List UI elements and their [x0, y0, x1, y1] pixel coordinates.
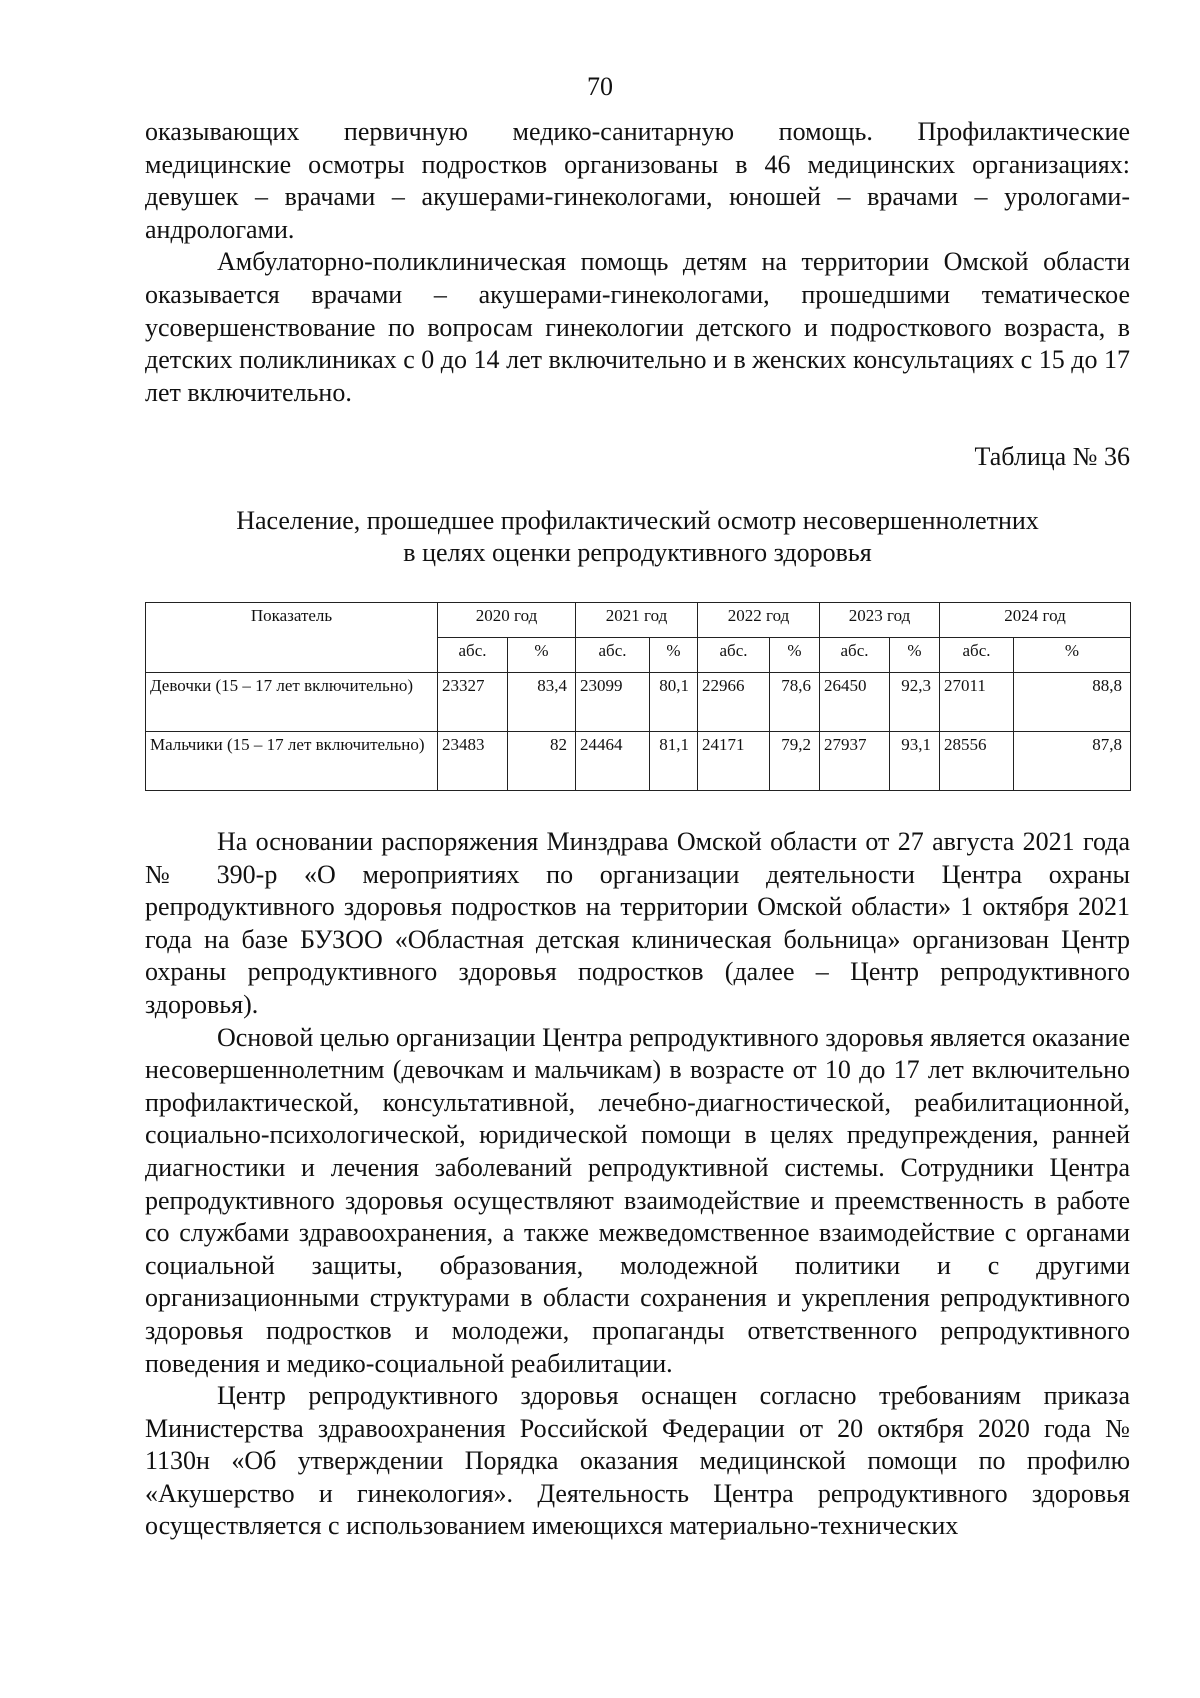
- abs-cell: 22966: [698, 673, 770, 732]
- year-header: 2022 год: [698, 603, 820, 638]
- abs-cell: 23483: [438, 732, 508, 791]
- row-label: Мальчики (15 – 17 лет включительно): [146, 732, 438, 791]
- intro-paragraph-1: оказывающих первичную медико-санитарную помощь. Профилактические медицинские осмотры подростков организованы в 46 медицинских организациях: девушек – врачами – акушерами-гинекологами, юношей – врачами – урологами-андрологами.: [145, 117, 1130, 244]
- intro-paragraph-2: Амбулаторно-поликлиническая помощь детям на территории Омской области оказывается врачами – акушерами-гинекологами, прошедшими тематическое усовершенствование по вопросам гинекологии детского и подросткового возраста, в детских поликлиниках с 0 до 14 лет включительно и в женских консультациях с 15 до 17 лет включительно.: [145, 247, 1130, 407]
- pct-header: %: [890, 638, 940, 673]
- intro-text: [145, 116, 1130, 409]
- pct-header: %: [650, 638, 698, 673]
- screening-table: [145, 602, 1131, 791]
- abs-cell: 27937: [820, 732, 890, 791]
- pct-cell: 79,2: [770, 732, 820, 791]
- abs-header: абс.: [438, 638, 508, 673]
- pct-cell: 88,8: [1014, 673, 1131, 732]
- year-header: 2020 год: [438, 603, 576, 638]
- abs-header: абс.: [698, 638, 770, 673]
- abs-cell: 28556: [940, 732, 1014, 791]
- indicator-header: Показатель: [146, 603, 438, 673]
- pct-cell: 78,6: [770, 673, 820, 732]
- pct-cell: 81,1: [650, 732, 698, 791]
- table-row-girls: [146, 673, 1131, 732]
- abs-header: абс.: [820, 638, 890, 673]
- table-number: Таблица № 36: [974, 442, 1130, 471]
- body-paragraph-3: Центр репродуктивного здоровья оснащен согласно требованиям приказа Министерства здравоохранения Российской Федерации от 20 октября 2020 года № 1130н «Об утверждении Порядка оказания медицинской помощи по профилю «Акушерство и гинекология». Деятельность Центра репродуктивного здоровья осуществляется с использованием имеющихся материально-технических: [145, 1381, 1130, 1541]
- pct-cell: 92,3: [890, 673, 940, 732]
- pct-header: %: [1014, 638, 1131, 673]
- table-row-boys: [146, 732, 1131, 791]
- page-number: 70: [587, 72, 613, 101]
- body-paragraph-1: На основании распоряжения Минздрава Омской области от 27 августа 2021 года № 390-р «О мероприятиях по организации деятельности Центра охраны репродуктивного здоровья подростков на территории Омской области» 1 октября 2021 года на базе БУЗОО «Областная детская клиническая больница» организован Центр охраны репродуктивного здоровья подростков (далее – Центр репродуктивного здоровья).: [145, 827, 1130, 1019]
- pct-cell: 87,8: [1014, 732, 1131, 791]
- body-paragraph-2: Основой целью организации Центра репродуктивного здоровья является оказание несовершеннолетним (девочкам и мальчикам) в возрасте от 10 до 17 лет включительно профилактической, консультативной, лечебно-диагностической, реабилитационной, социально-психологической, юридической помощи в целях предупреждения, ранней диагностики и лечения заболеваний репродуктивной системы. Сотрудники Центра репродуктивного здоровья осуществляют взаимодействие и преемственность в работе со службами здравоохранения, а также межведомственное взаимодействие с органами социальной защиты, образования, молодежной политики и с другими организационными структурами в области сохранения и укрепления репродуктивного здоровья подростков и молодежи, пропаганды ответственного репродуктивного поведения и медико-социальной реабилитации.: [145, 1022, 1130, 1378]
- abs-cell: 24464: [576, 732, 650, 791]
- pct-header: %: [770, 638, 820, 673]
- pct-cell: 80,1: [650, 673, 698, 732]
- abs-cell: 26450: [820, 673, 890, 732]
- table-caption-line-2: в целях оценки репродуктивного здоровья: [403, 538, 872, 567]
- year-header: 2021 год: [576, 603, 698, 638]
- abs-cell: 24171: [698, 732, 770, 791]
- body-text: [145, 826, 1130, 1543]
- pct-cell: 93,1: [890, 732, 940, 791]
- abs-header: абс.: [940, 638, 1014, 673]
- abs-cell: 23327: [438, 673, 508, 732]
- pct-cell: 83,4: [508, 673, 576, 732]
- row-label: Девочки (15 – 17 лет включительно): [146, 673, 438, 732]
- year-header: 2023 год: [820, 603, 940, 638]
- abs-cell: 27011: [940, 673, 1014, 732]
- pct-header: %: [508, 638, 576, 673]
- table-caption-line-1: Население, прошедшее профилактический осмотр несовершеннолетних: [236, 506, 1039, 535]
- table-caption: [145, 505, 1130, 569]
- abs-header: абс.: [576, 638, 650, 673]
- pct-cell: 82: [508, 732, 576, 791]
- abs-cell: 23099: [576, 673, 650, 732]
- year-header: 2024 год: [940, 603, 1131, 638]
